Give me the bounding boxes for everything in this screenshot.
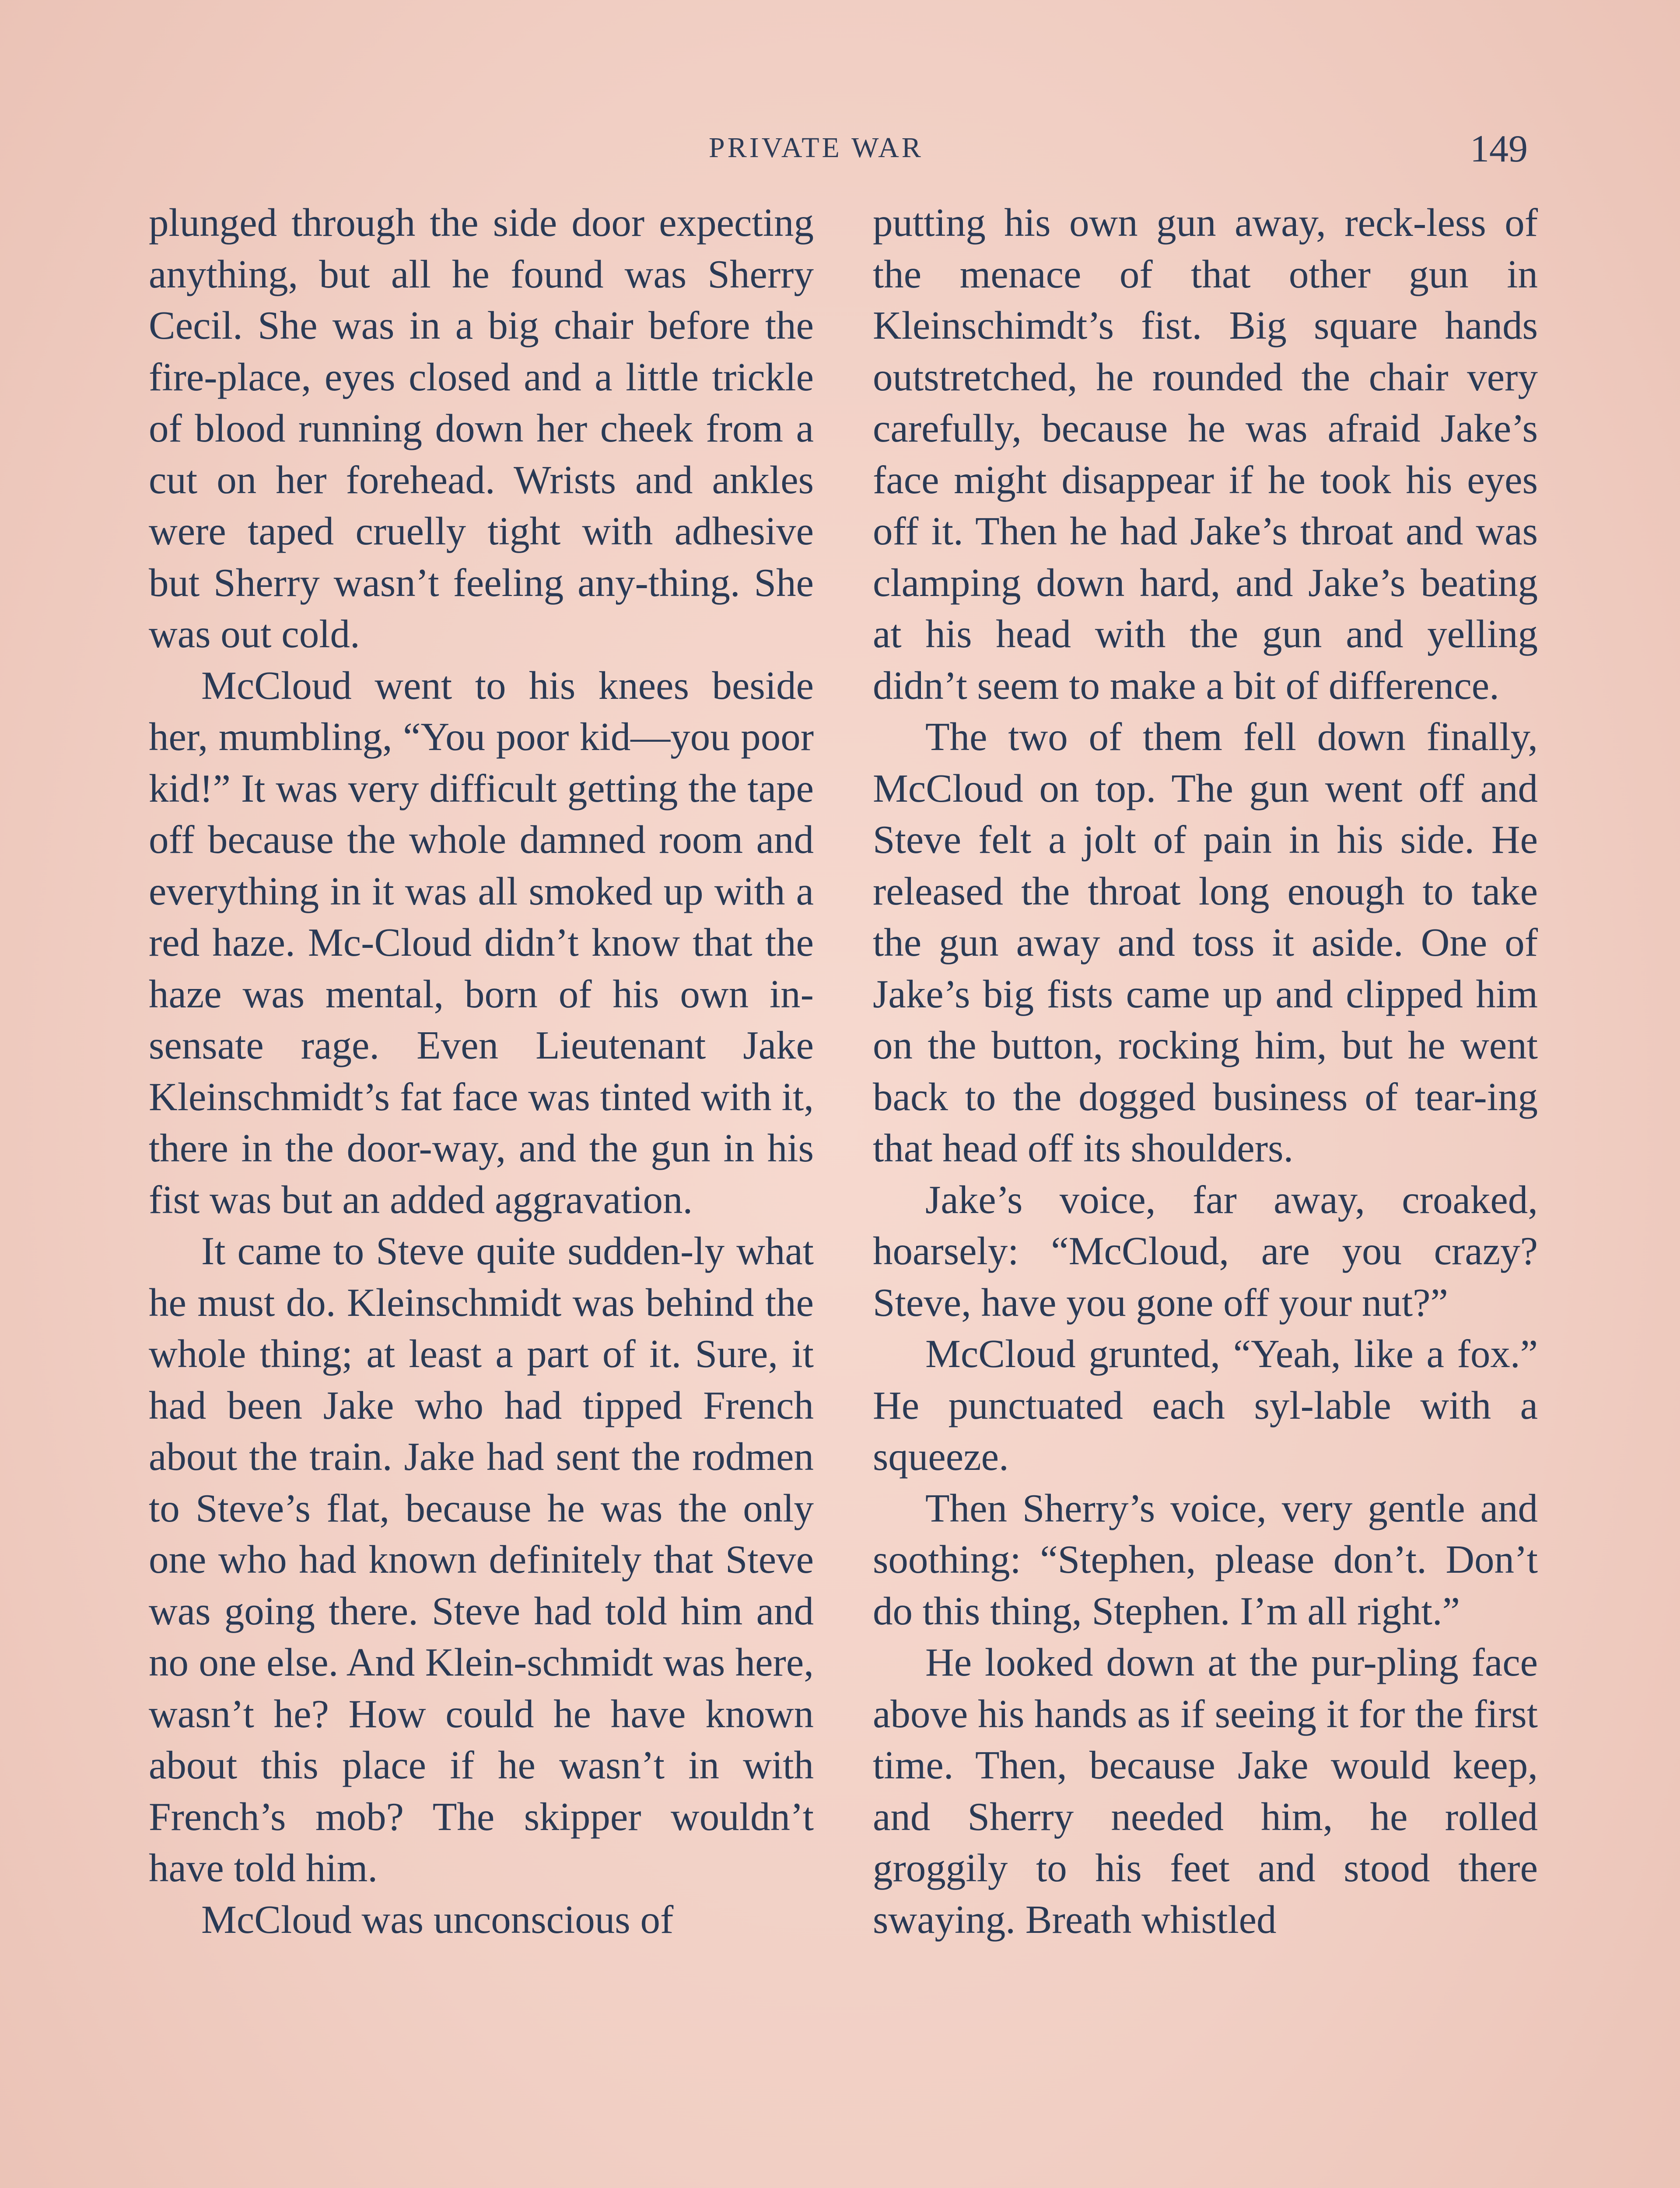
text-column-left — [149, 197, 814, 1945]
page-number: 149 — [1470, 128, 1528, 170]
body-paragraph: Then Sherry’s voice, very gentle and soothing: “Stephen, please don’t. Don’t do this thing, Stephen. I’m all right.” — [873, 1486, 1538, 1633]
text-column-right — [873, 197, 1538, 1945]
body-paragraph: putting his own gun away, reck-less of the menace of that other gun in Kleinschimdt’s fist. Big square hands outstretched, he rounded the chair very carefully, because he was afraid Jake’s face might disappear if he took his eyes off it. Then he had Jake’s throat and was clamping down hard, and Jake’s beating at his head with the gun and yelling didn’t seem to make a bit of difference. — [873, 200, 1538, 708]
body-paragraph: It came to Steve quite sudden-ly what he must do. Kleinschmidt was behind the whole thing; at least a part of it. Sure, it had been Jake who had tipped French about the train. Jake had sent the rodmen to Steve’s flat, because he was the only one who had known definitely that Steve was going there. Steve had told him and no one else. And Klein-schmidt was here, wasn’t he? How could he have known about this place if he wasn’t in with French’s mob? The skipper wouldn’t have told him. — [149, 1229, 814, 1890]
body-paragraph: McCloud went to his knees beside her, mumbling, “You poor kid—you poor kid!” It was very difficult getting the tape off because the whole damned room and everything in it was all smoked up with a red haze. Mc-Cloud didn’t know that the haze was mental, born of his own in-sensate rage. Even Lieutenant Jake Kleinschmidt’s fat face was tinted with it, there in the door-way, and the gun in his fist was but an added aggravation. — [149, 663, 814, 1222]
body-paragraph: plunged through the side door expecting anything, but all he found was Sherry Cecil. She was in a big chair before the fire-place, eyes closed and a little trickle of blood running down her cheek from a cut on her forehead. Wrists and ankles were taped cruelly tight with adhesive but Sherry wasn’t feeling any-thing. She was out cold. — [149, 200, 814, 656]
body-paragraph: McCloud grunted, “Yeah, like a fox.” He punctuated each syl-lable with a squeeze. — [873, 1332, 1538, 1479]
body-paragraph: McCloud was unconscious of — [201, 1897, 674, 1942]
body-paragraph: The two of them fell down finally, McCloud on top. The gun went off and Steve felt a jolt of pain in his side. He released the throat long enough to take the gun away and toss it aside. One of Jake’s big fists came up and clipped him on the button, rocking him, but he went back to the dogged business of tear-ing that head off its shoulders. — [873, 715, 1538, 1170]
body-paragraph: Jake’s voice, far away, croaked, hoarsely: “McCloud, are you crazy? Steve, have you gone off your nut?” — [873, 1177, 1538, 1325]
body-paragraph: He looked down at the pur-pling face above his hands as if seeing it for the first time. Then, because Jake would keep, and Sherry needed him, he rolled groggily to his feet and stood there swaying. Breath whistled — [873, 1640, 1538, 1942]
running-title: PRIVATE WAR — [709, 132, 924, 164]
